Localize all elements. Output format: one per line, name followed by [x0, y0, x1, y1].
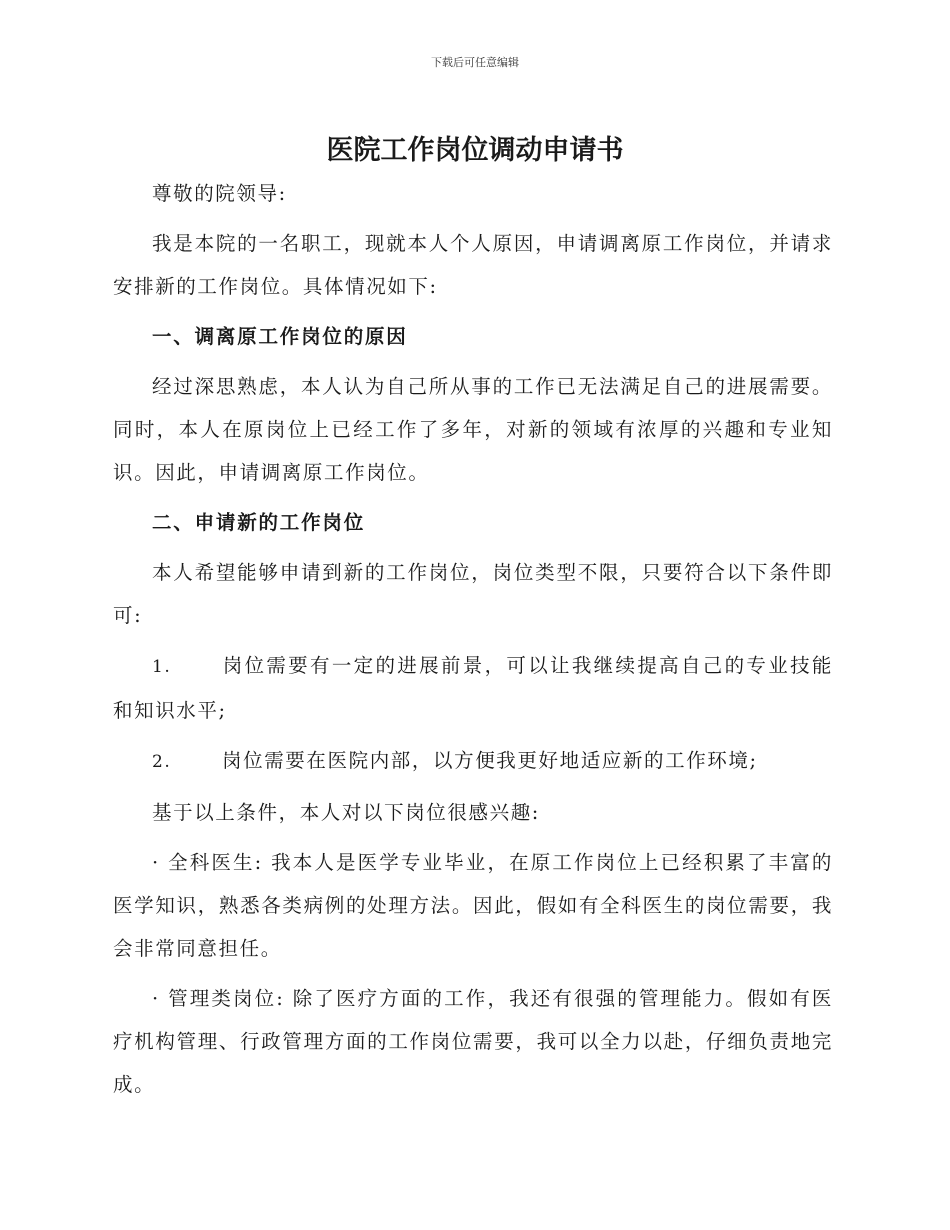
condition-text: 岗位需要有一定的进展前景，可以让我继续提高自己的专业技能和知识水平; — [113, 654, 833, 722]
intro-paragraph: 我是本院的一名职工，现就本人个人原因，申请调离原工作岗位，并请求安排新的工作岗位。具体情况如下: — [113, 232, 833, 298]
section-heading-reason: 一、调离原工作岗位的原因 — [152, 325, 408, 348]
option-management: · 管理类岗位: 除了医疗方面的工作，我还有很强的管理能力。假如有医疗机构管理、行政管理方面的工作岗位需要，我可以全力以赴，仔细负责地完成。 — [113, 987, 833, 1096]
condition-item — [113, 739, 833, 784]
salutation: 尊敬的院领导: — [152, 182, 287, 205]
condition-item — [113, 644, 833, 732]
condition-text: 岗位需要在医院内部，以方便我更好地适应新的工作环境; — [222, 749, 758, 772]
document-title: 医院工作岗位调动申请书 — [326, 135, 624, 166]
option-general-practitioner: · 全科医生: 我本人是医学专业毕业，在原工作岗位上已经积累了丰富的医学知识，熟悉各类病例的处理方法。因此，假如有全科医生的岗位需要，我会非常同意担任。 — [113, 851, 833, 960]
reason-paragraph: 经过深思熟虑，本人认为自己所从事的工作已无法满足自己的进展需要。同时，本人在原岗位上已经工作了多年，对新的领域有浓厚的兴趣和专业知识。因此，申请调离原工作岗位。 — [113, 375, 833, 484]
page-header-note: 下载后可任意编辑 — [431, 56, 519, 69]
interest-intro: 基于以上条件，本人对以下岗位很感兴趣: — [152, 801, 540, 824]
condition-number: 2. — [152, 752, 172, 772]
new-position-paragraph: 本人希望能够申请到新的工作岗位，岗位类型不限，只要符合以下条件即可: — [113, 561, 833, 627]
condition-number: 1. — [152, 657, 172, 677]
section-heading-new-position: 二、申请新的工作岗位 — [152, 511, 366, 534]
document-body — [113, 172, 833, 1113]
